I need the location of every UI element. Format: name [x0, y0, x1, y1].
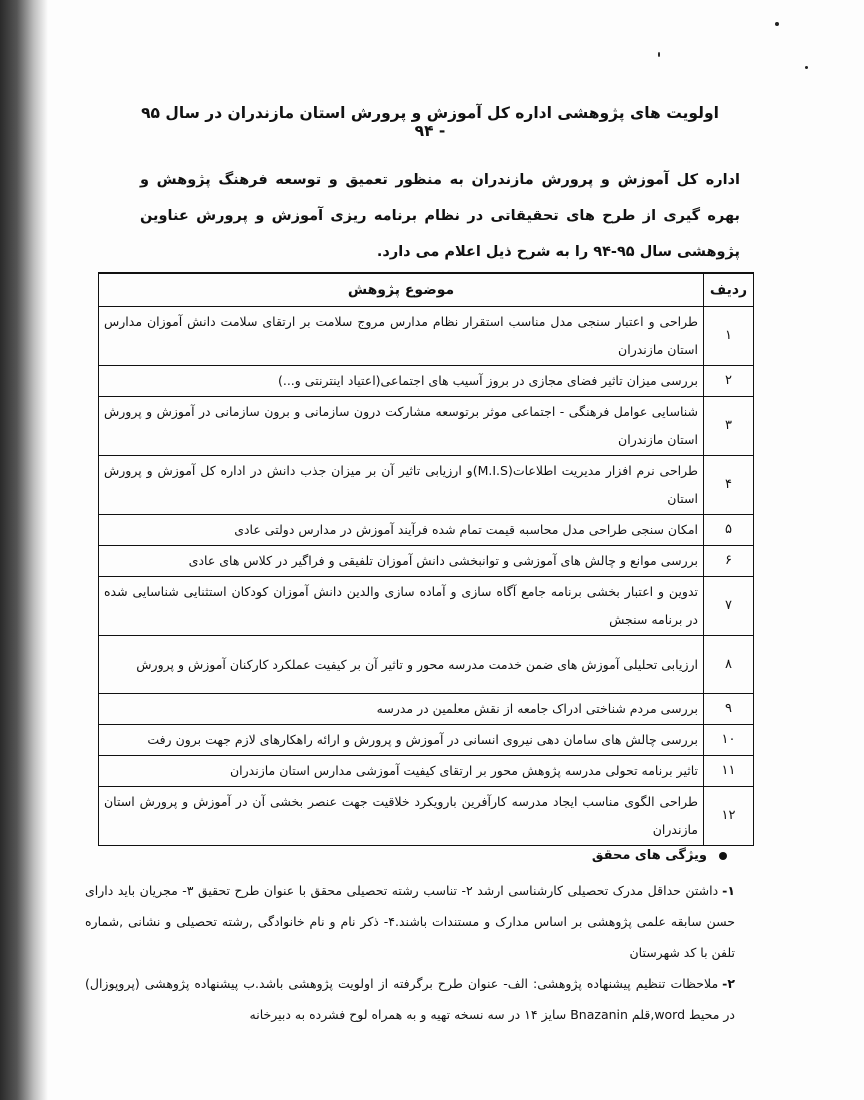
row-topic: طراحی نرم افزار مدیریت اطلاعات(M.I.S)و ارزیابی تاثیر آن بر میزان جذب دانش در اداره کل آموزش و پرورش استان	[99, 456, 704, 515]
scan-speck	[805, 66, 808, 69]
row-topic: تدوین و اعتبار بخشی برنامه جامع آگاه سازی و آماده سازی والدین دانش آموزان کودکان استثنایی شناسایی شده در برنامه سنجش	[99, 577, 704, 636]
row-number: ۱۱	[704, 756, 754, 787]
row-number: ۱	[704, 307, 754, 366]
row-topic: طراحی و اعتبار سنجی مدل مناسب استقرار نظام مدارس مروج سلامت بر ارتقای سلامت دانش آموزان مدارس استان مازندران	[99, 307, 704, 366]
table-row	[99, 725, 754, 756]
researcher-features-section	[85, 848, 735, 1030]
row-topic: شناسایی عوامل فرهنگی - اجتماعی موثر برتوسعه مشارکت درون سازمانی و برون سازمانی در آموزش و پرورش استان مازندران	[99, 397, 704, 456]
features-heading-text: ویژگی های محقق	[591, 848, 707, 863]
table-row	[99, 456, 754, 515]
features-heading	[85, 848, 727, 863]
row-number: ۹	[704, 694, 754, 725]
table-row	[99, 366, 754, 397]
scan-speck	[658, 52, 660, 57]
row-topic: بررسی چالش های سامان دهی نیروی انسانی در آموزش و پرورش و ارائه راهکارهای لازم جهت برون رفت	[99, 725, 704, 756]
table-row	[99, 546, 754, 577]
row-topic: بررسی میزان تاثیر فضای مجازی در بروز آسیب های اجتماعی(اعتیاد اینترنتی و...)	[99, 366, 704, 397]
bullet-icon	[719, 852, 727, 860]
row-topic: بررسی موانع و چالش های آموزشی و توانبخشی دانش آموزان تلفیقی و فراگیر در کلاس های عادی	[99, 546, 704, 577]
research-topics-table	[98, 272, 754, 846]
row-number: ۱۲	[704, 787, 754, 846]
feature-item-text: ملاحظات تنظیم پیشنهاده پژوهشی: الف- عنوان طرح برگرفته از اولویت پژوهشی باشد.ب پیشنهاده پژوهشی (پروپوزال) در محیط word,قلم Bnazanin سایز ۱۴ در سه نسخه تهیه و به همراه لوح فشرده به دبیرخانه	[85, 976, 735, 1022]
table-row	[99, 515, 754, 546]
table-row	[99, 756, 754, 787]
table-row	[99, 636, 754, 694]
row-number: ۶	[704, 546, 754, 577]
feature-item-text: داشتن حداقل مدرک تحصیلی کارشناسی ارشد ۲- تناسب رشته تحصیلی محقق با عنوان طرح تحقیق ۳- مجریان باید دارای حسن سابقه علمی پژوهشی بر اساس مدارک و مستندات باشند.۴- ذکر نام و نام خانوادگی ,رشته تحصیلی و نشانی ,شماره تلفن با کد شهرستان	[85, 883, 735, 960]
feature-item-number: ۲-	[722, 976, 735, 991]
row-topic: تاثیر برنامه تحولی مدرسه پژوهش محور بر ارتقای کیفیت آموزشی مدارس استان مازندران	[99, 756, 704, 787]
row-topic: بررسی مردم شناختی ادراک جامعه از نقش معلمین در مدرسه	[99, 694, 704, 725]
row-number: ۸	[704, 636, 754, 694]
intro-paragraph: اداره کل آموزش و پرورش مازندران به منظور تعمیق و توسعه فرهنگ پژوهش و بهره گیری از طرح های تحقیقاتی در نظام برنامه ریزی آموزش و پرورش عناوین پژوهشی سال ۹۵-۹۴ را به شرح ذیل اعلام می دارد.	[140, 172, 740, 260]
row-topic: طراحی الگوی مناسب ایجاد مدرسه کارآفرین بارویکرد خلاقیت جهت عنصر بخشی آن در آموزش و پرورش استان مازندران	[99, 787, 704, 846]
table-row	[99, 307, 754, 366]
row-number: ۵	[704, 515, 754, 546]
header-research-topic: موضوع پژوهش	[99, 273, 704, 307]
row-number: ۲	[704, 366, 754, 397]
scan-speck	[775, 22, 779, 26]
feature-item	[85, 968, 735, 1030]
feature-item-number: ۱-	[722, 883, 735, 898]
document-title: اولویت های پژوهشی اداره کل آموزش و پرورش استان مازندران در سال ۹۵ - ۹۴	[141, 104, 719, 140]
table-row	[99, 787, 754, 846]
row-topic: امکان سنجی طراحی مدل محاسبه قیمت تمام شده فرآیند آموزش در مدارس دولتی عادی	[99, 515, 704, 546]
row-number: ۴	[704, 456, 754, 515]
table-row	[99, 694, 754, 725]
scan-edge-shadow	[0, 0, 48, 1100]
table-row	[99, 577, 754, 636]
row-topic: ارزیابی تحلیلی آموزش های ضمن خدمت مدرسه محور و تاثیر آن بر کیفیت عملکرد کارکنان آموزش و پرورش	[99, 636, 704, 694]
row-number: ۷	[704, 577, 754, 636]
table-header-row	[99, 273, 754, 307]
table-row	[99, 397, 754, 456]
header-row-number: ردیف	[704, 273, 754, 307]
row-number: ۱۰	[704, 725, 754, 756]
row-number: ۳	[704, 397, 754, 456]
feature-item	[85, 875, 735, 968]
